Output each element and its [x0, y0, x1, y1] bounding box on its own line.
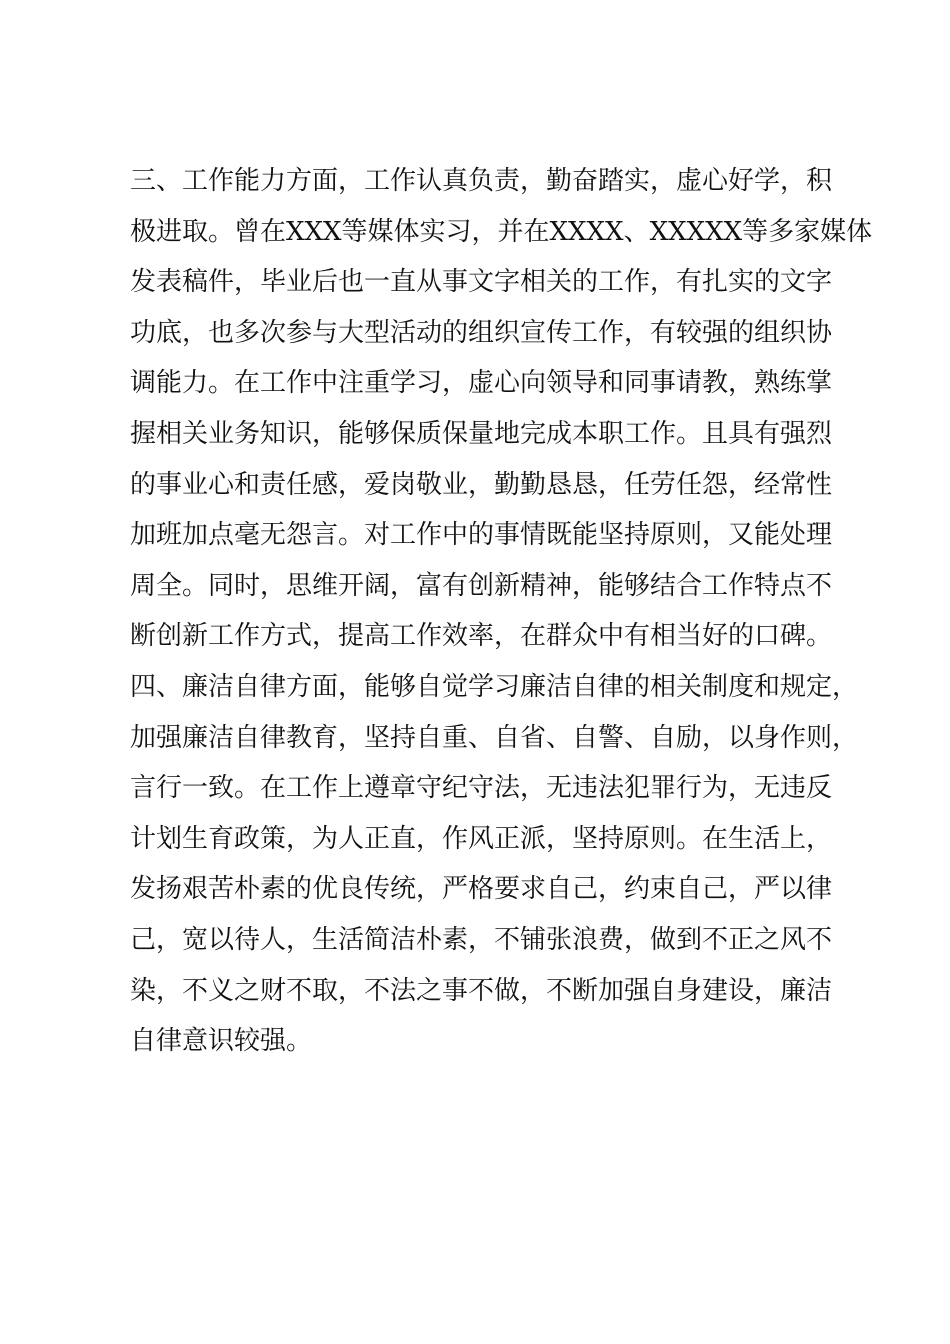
- text-line: 发扬艰苦朴素的优良传统，严格要求自己，约束自己，严以律: [130, 874, 833, 905]
- text-line: 四、廉洁自律方面，能够自觉学习廉洁自律的相关制度和规定，: [130, 671, 859, 702]
- text-line: 发表稿件，毕业后也一直从事文字相关的工作，有扎实的文字: [130, 267, 833, 298]
- text-line: 极进取。曾在XXX等媒体实习，并在XXXX、XXXXX等多家媒体: [130, 216, 873, 247]
- text-line: 周全。同时，思维开阔，富有创新精神，能够结合工作特点不: [130, 570, 833, 601]
- text-line: 断创新工作方式，提高工作效率，在群众中有相当好的口碑。: [130, 621, 833, 652]
- text-line: 调能力。在工作中注重学习，虚心向领导和同事请教，熟练掌: [130, 368, 833, 399]
- text-line: 加班加点毫无怨言。对工作中的事情既能坚持原则，又能处理: [130, 520, 833, 551]
- text-line: 己，宽以待人，生活简洁朴素，不铺张浪费，做到不正之风不: [130, 924, 833, 955]
- text-line: 的事业心和责任感，爱岗敬业，勤勤恳恳，任劳任怨，经常性: [130, 469, 833, 500]
- text-line: 言行一致。在工作上遵章守纪守法，无违法犯罪行为，无违反: [130, 773, 833, 804]
- document-body: [130, 156, 873, 1067]
- text-line: 三、工作能力方面，工作认真负责，勤奋踏实，虚心好学，积: [130, 166, 833, 196]
- text-line: 染，不义之财不取，不法之事不做，不断加强自身建设，廉洁: [130, 975, 833, 1006]
- text-line: 握相关业务知识，能够保质保量地完成本职工作。且具有强烈: [130, 418, 833, 449]
- text-line: 计划生育政策，为人正直，作风正派，坚持原则。在生活上，: [130, 823, 833, 854]
- text-line: 加强廉洁自律教育，坚持自重、自省、自警、自励，以身作则，: [130, 722, 859, 753]
- text-line: 功底，也多次参与大型活动的组织宣传工作，有较强的组织协: [130, 317, 833, 348]
- text-line: 自律意识较强。: [130, 1026, 313, 1057]
